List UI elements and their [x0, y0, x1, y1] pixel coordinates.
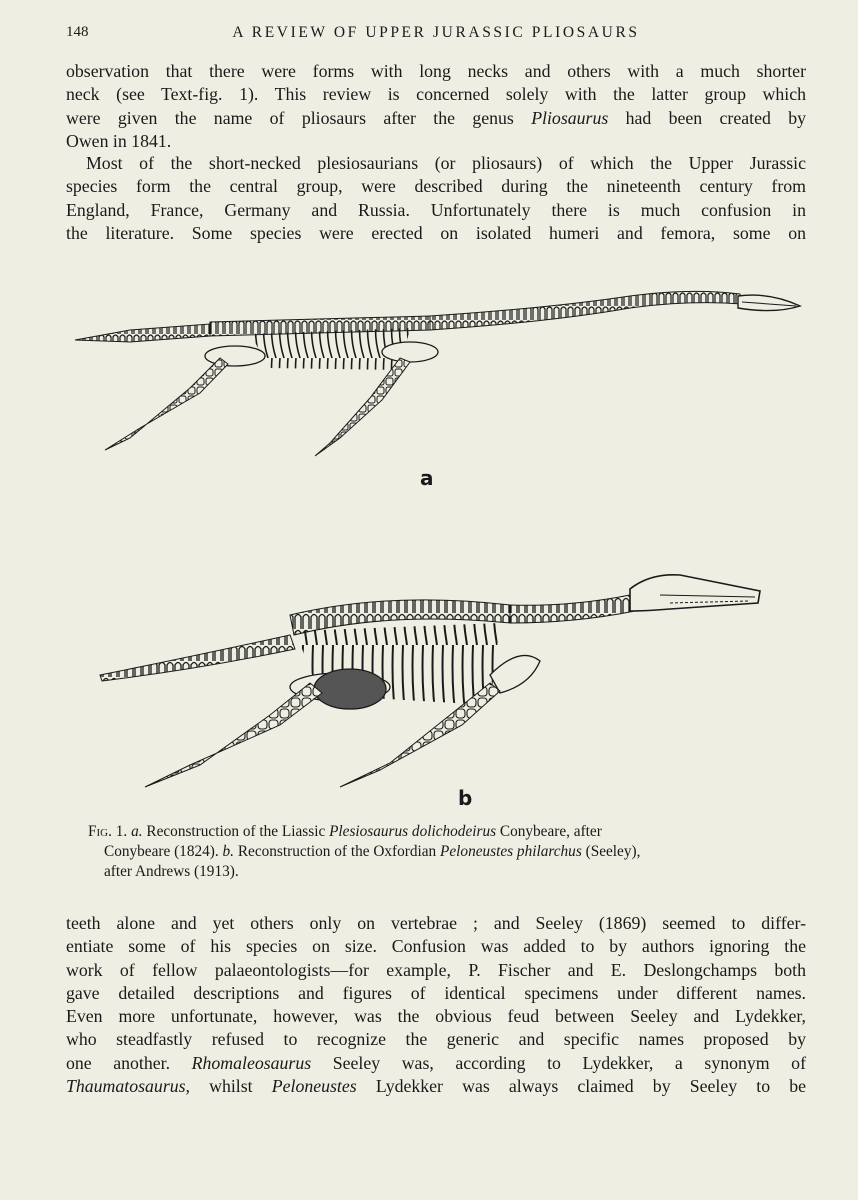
paragraph-3 [66, 912, 806, 1098]
running-header [66, 24, 806, 46]
caption-part-a: a. [131, 823, 143, 840]
text-line: England, France, Germany and Russia. Unfortunately there is much confusion in [66, 199, 806, 220]
text-line [66, 1052, 806, 1075]
running-title: A REVIEW OF UPPER JURASSIC PLIOSAURS [232, 24, 640, 41]
text-line: teeth alone and yet others only on vertebrae ; and Seeley (1869) seemed to differ- [66, 913, 806, 933]
text-line: gave detailed descriptions and figures of identical specimens under different names. [66, 982, 806, 1003]
text-run: Conybeare, after [496, 823, 602, 840]
text-line: Owen in 1841. [66, 130, 172, 151]
caption-fig-label: Fig. [88, 823, 112, 840]
figure-caption [88, 822, 772, 883]
text-run: Conybeare (1824). [104, 843, 223, 861]
text-line: the literature. Some species were erected on isolated humeri and femora, some on [66, 222, 806, 243]
text-run: had been created by [608, 107, 806, 128]
genus-name: Peloneustes [271, 1076, 357, 1097]
text-run: Reconstruction of the Oxfordian [234, 843, 441, 861]
caption-line [88, 842, 772, 862]
text-line: Even more unfortunate, however, was the obvious feud between Seeley and Lydekker, [66, 1006, 806, 1027]
text-line: work of fellow palaeontologists—for example, P. Fischer and E. Deslongchamps both [66, 959, 806, 980]
text-run: were given the name of pliosaurs after the genus [66, 107, 532, 128]
paragraph-1 [66, 60, 806, 153]
text-line [66, 1075, 806, 1098]
text-line: observation that there were forms with long necks and others with a much shorter [66, 61, 806, 81]
text-line [66, 107, 806, 130]
text-line: neck (see Text-fig. 1). This review is concerned solely with the latter group which [66, 84, 806, 105]
text-line: species form the central group, were described during the nineteenth century from [66, 176, 806, 197]
text-run: one another. [66, 1052, 192, 1073]
genus-name: Rhomaleosaurus [191, 1052, 312, 1073]
caption-line: after Andrews (1913). [104, 863, 239, 881]
figure-label-a: a [420, 466, 434, 490]
caption-fig-number: 1. [111, 823, 132, 840]
paragraph-2 [66, 152, 806, 245]
peloneustes-skeleton-figure [70, 565, 810, 795]
genus-name: Thaumatosaurus, [66, 1076, 190, 1097]
text-run: Seeley was, according to Lydekker, a synonym of [311, 1052, 806, 1073]
text-run: whilst [190, 1076, 272, 1097]
species-name: Plesiosaurus dolichodeirus [329, 823, 497, 840]
text-run: Reconstruction of the Liassic [142, 823, 330, 840]
page-number: 148 [66, 24, 89, 40]
text-run: (Seeley), [581, 843, 641, 861]
text-line: who steadfastly refused to recognize the generic and specific names proposed by [66, 1029, 806, 1050]
caption-part-b: b. [222, 843, 234, 861]
text-line: entiate some of his species on size. Confusion was added to by authors ignoring the [66, 936, 806, 957]
text-run: Lydekker was always claimed by Seeley to be [356, 1076, 806, 1097]
figure-label-b: b [458, 786, 473, 810]
plesiosaurus-skeleton-figure [70, 278, 810, 460]
genus-name: Pliosaurus [531, 107, 609, 128]
text-line: Most of the short-necked plesiosaurians (or pliosaurs) of which the Upper Jurassic [86, 153, 806, 173]
species-name: Peloneustes philarchus [440, 843, 582, 861]
caption-line [88, 822, 772, 842]
